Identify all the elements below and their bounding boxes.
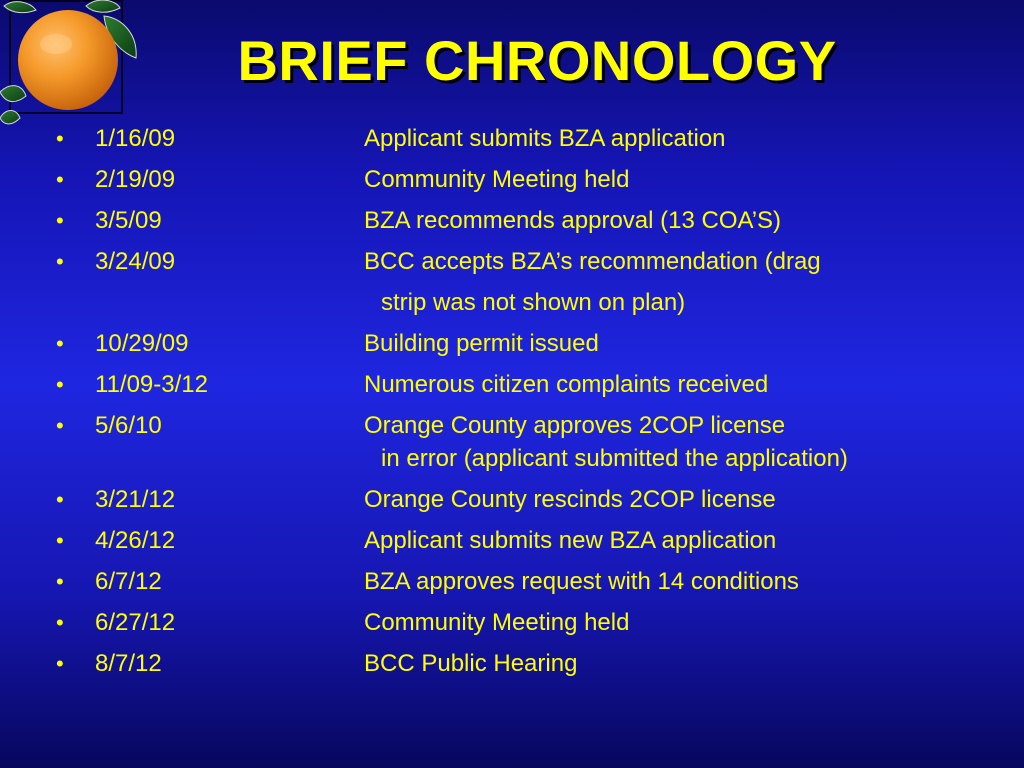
list-item [0,405,1024,479]
entry-event: BCC accepts BZA’s recommendation (drag [364,248,821,275]
entry-event: Applicant submits new BZA application [364,527,777,554]
list-item [0,200,1024,241]
entry-date: 1/16/09 [95,125,176,152]
entry-date: 8/7/12 [95,650,162,677]
entry-date: 2/19/09 [95,166,176,193]
entry-event: BZA approves request with 14 conditions [364,568,799,595]
list-item [0,479,1024,520]
entry-date: 5/6/10 [95,412,162,439]
bullet: • [56,487,64,512]
entry-event: Building permit issued [364,330,599,357]
entry-event: Community Meeting held [364,609,630,636]
slide-title: BRIEF CHRONOLOGY [237,29,837,92]
bullet: • [56,610,64,635]
entry-event: Applicant submits BZA application [364,125,726,152]
list-item [0,118,1024,159]
bullet: • [56,413,64,438]
entry-event: Numerous citizen complaints received [364,371,769,398]
bullet: • [56,249,64,274]
list-item [0,364,1024,405]
entry-date: 3/5/09 [95,207,162,234]
bullet: • [56,569,64,594]
entry-date: 4/26/12 [95,527,176,554]
orange-fruit-icon [0,0,140,130]
bullet: • [56,651,64,676]
bullet: • [56,126,64,151]
entry-date: 11/09-3/12 [95,371,208,398]
entry-event: BCC Public Hearing [364,650,578,677]
list-item [0,561,1024,602]
list-item [0,520,1024,561]
entry-event: BZA recommends approval (13 COA’S) [364,207,782,234]
entry-date: 10/29/09 [95,330,189,357]
list-item [0,241,1024,323]
bullet: • [56,528,64,553]
list-item [0,602,1024,643]
list-item [0,159,1024,200]
entry-event-continuation: in error (applicant submitted the application) [381,445,848,472]
entry-date: 6/27/12 [95,609,176,636]
entry-event: Community Meeting held [364,166,630,193]
entry-date: 3/24/09 [95,248,176,275]
entry-event: Orange County rescinds 2COP license [364,486,776,513]
chronology-list [0,118,1024,684]
bullet: • [56,208,64,233]
bullet: • [56,372,64,397]
entry-event: Orange County approves 2COP license [364,412,786,439]
entry-event-continuation: strip was not shown on plan) [381,289,686,316]
list-item [0,643,1024,684]
list-item [0,323,1024,364]
bullet: • [56,331,64,356]
bullet: • [56,167,64,192]
entry-date: 3/21/12 [95,486,176,513]
entry-date: 6/7/12 [95,568,162,595]
